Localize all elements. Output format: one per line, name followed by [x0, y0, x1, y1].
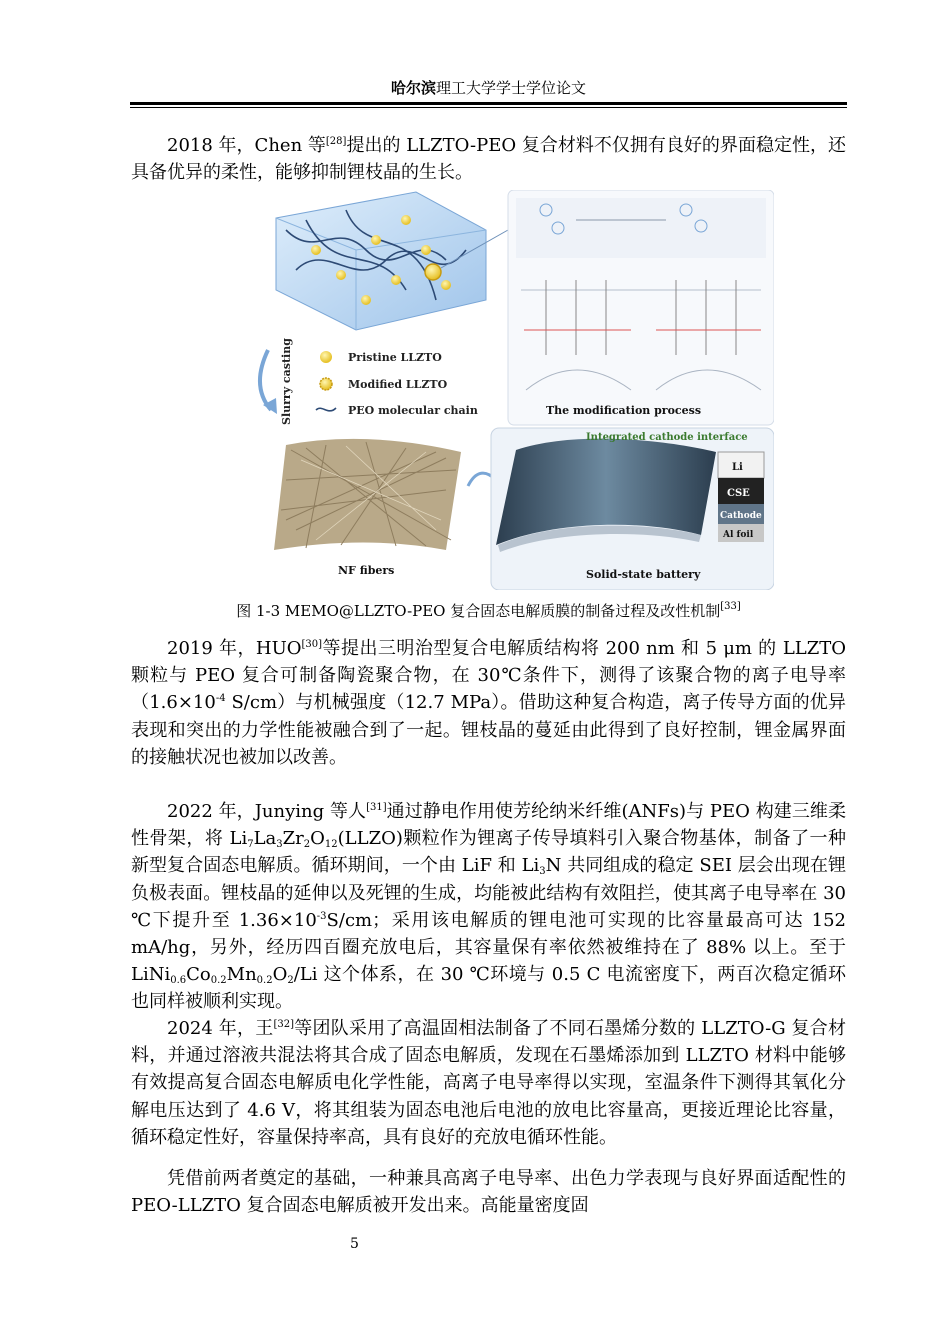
battery-label: Solid-state battery	[586, 568, 701, 581]
figure-memo-llzto-peo	[246, 190, 774, 590]
layer-al-foil: Al foil	[723, 530, 754, 540]
legend-modified: Modified LLZTO	[348, 378, 448, 391]
interface-label: Integrated cathode interface	[586, 432, 748, 443]
layer-li: Li	[732, 462, 743, 473]
legend-pristine: Pristine LLZTO	[348, 351, 442, 364]
solid-state-battery	[491, 428, 774, 590]
paragraph-5: 凭借前两者奠定的基础，一种兼具高离子电导率、出色力学表现与良好界面适配性的 PEO-LLZTO 复合固态电解质被开发出来。高能量密度固	[131, 1168, 846, 1217]
page-number: 5	[350, 1236, 359, 1252]
nf-fibers-image	[274, 439, 461, 577]
modification-label: The modification process	[546, 404, 702, 417]
paragraph-3: 2022 年，Junying 等人[31]通过静电作用使芳纶纳米纤维(ANFs)与 PEO 构建三维柔性骨架，将 $Li_7La_3Zr_2O_{12}(LLZO)$颗粒作为锂离子传导填料引入聚合物基体，制备了一种新型复合固态电解质。循环期间，一个由 LiF 和 $Li_3N$ 共同组成的稳定 SEI 层会出现在锂负极表面。锂枝晶的延伸以及死锂的生成，均能被此结构有效阻拦，使其离子电导率在 30 ℃下提升至 $1.36\times 10^{-3}S/cm$；采用该电解质的锂电池可实现的比容量最高可达 152 mA/hg，另外，经历四百圈充放电后，其容量保有率依然被维持在了 88% 以上。至于 $LiNi_{0.6}Co_{0.2}Mn_{0.2}O_2/Li$ 这个体系，在 30 ℃环境与 0.5 C 电流密度下，两百次稳定循环也同样被顺利实现。	[131, 801, 847, 1013]
slurry-casting-arrow	[260, 350, 277, 414]
paragraph-1: 2018 年，Chen 等[28]提出的 LLZTO-PEO 复合材料不仅拥有良好的界面稳定性，还具备优异的柔性，能够抑制锂枝晶的生长。	[131, 135, 846, 184]
running-header	[130, 78, 847, 98]
legend-peo: PEO molecular chain	[348, 404, 478, 417]
paragraph-2: 2019 年，HUO[30]等提出三明治型复合电解质结构将 200 nm 和 5 μm 的 LLZTO 颗粒与 PEO 复合可制备陶瓷聚合物，在 30℃条件下，测得了该聚合物的离子电导率（$1.6\times 10^{-4}$ S/cm）与机械强度（12.7 MPa）。借助这种复合构造，离子传导方面的优异表现和突出的力学性能被融合到了一起。锂枝晶的蔓延由此得到了良好控制，锂金属界面的接触状况也被加以改善。	[131, 638, 846, 768]
layer-cathode: Cathode	[720, 511, 762, 521]
slurry-casting-label: Slurry casting	[280, 338, 293, 425]
paragraph-4: 2024 年，王[32]等团队采用了高温固相法制备了不同石墨烯分数的 LLZTO-G 复合材料，并通过溶液共混法将其合成了固态电解质，发现在石墨烯添加到 LLZTO 材料中能够有效提高复合固态电解质电化学性能，高离子电导率得以实现，室温条件下测得其氧化分解电压达到了 4.6 V，将其组装为固态电池后电池的放电比容量高，更接近理论比容量，循环稳定性好，容量保持率高，具有良好的充放电循环性能。	[131, 1018, 846, 1148]
modification-panel	[508, 190, 774, 425]
header-rule-thin	[130, 107, 847, 108]
header-rest: 理工大学学士学位论文	[436, 79, 587, 97]
figure-caption: 图 1-3 MEMO@LLZTO-PEO 复合固态电解质膜的制备过程及改性机制[33]	[236, 601, 741, 620]
figure-legend	[316, 351, 478, 417]
header-rule-thick	[130, 102, 847, 105]
layer-cse: CSE	[727, 488, 750, 499]
header-bold: 哈尔滨	[390, 79, 436, 97]
composite-cube	[276, 192, 508, 330]
nf-label: NF fibers	[338, 564, 395, 577]
